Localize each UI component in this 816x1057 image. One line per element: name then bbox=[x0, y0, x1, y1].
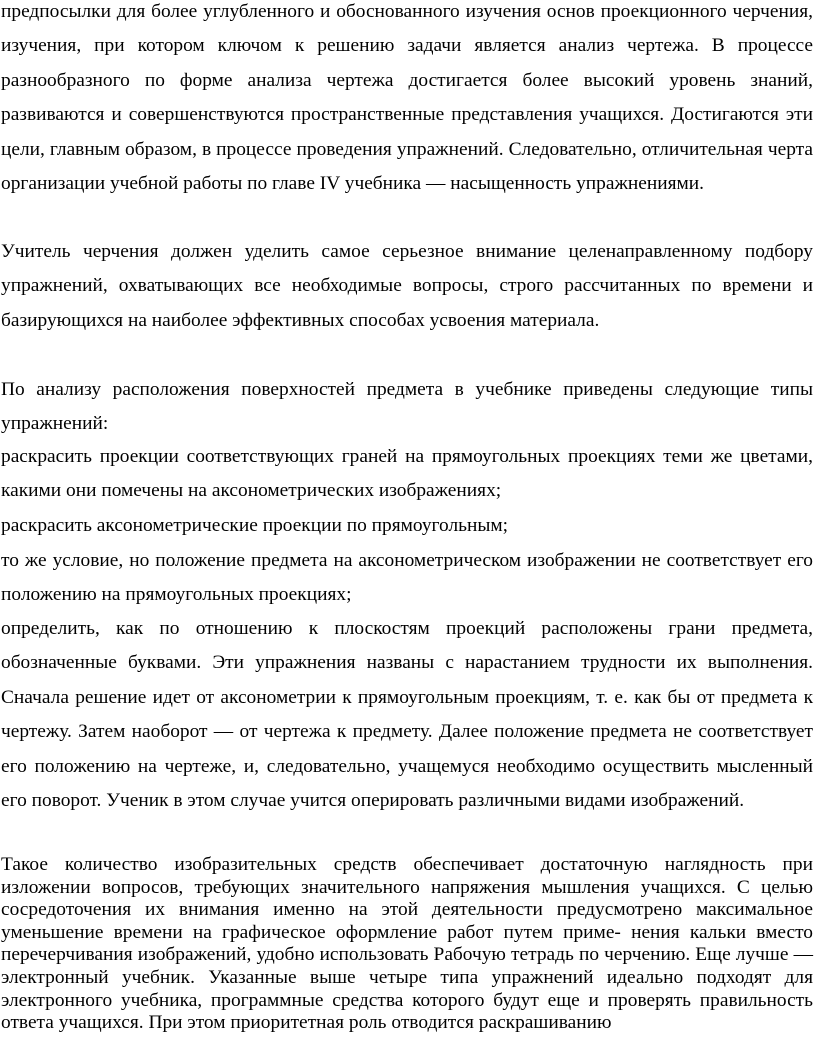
paragraph-exercise-3: то же условие, но положение предмета на аксонометрическом изображении не соответствует его положению на прямоугольных проекциях; bbox=[1, 550, 813, 606]
paragraph-exercise-4: определить, как по отношению к плоскостям проекций расположены грани предмета, обозначенные буквами. Эти упражнения названы с нарастанием трудности их выполнения. Сначала решение идет от аксонометрии к прямоугольным проекциям, т. е. как бы от предмета к чертежу. Затем наоборот — от чертежа к предмету. Далее положение предмета не соответствует его положению на чертеже, и, следовательно, учащемуся необходимо осуществить мысленный его поворот. Ученик в этом случае учится оперировать различными видами изображений. bbox=[1, 618, 813, 812]
paragraph-teacher: Учитель черчения должен уделить самое серьезное внимание целенаправленному подбору упражнений, охватывающих все необходимые вопросы, строго рассчитанных по времени и базирующихся на наиболее эффективных способах усвоения материала. bbox=[1, 241, 813, 331]
paragraph-exercise-2: раскрасить аксонометрические проекции по прямоугольным; bbox=[1, 515, 509, 536]
paragraph-intro: предпосылки для более углубленного и обоснованного изучения основ проекционного черчения, изучения, при котором ключом к решению задачи является анализ чертежа. В процессе разнообразного по форме анализа чертежа достигается более высокий уровень знаний, развиваются и совершенствуются пространственные представления учащихся. Достигаются эти цели, главным образом, в процессе проведения упражнений. Следовательно, отличительная черта организации учебной работы по главе IV учебника — насыщенность упражнениями. bbox=[1, 1, 813, 195]
paragraph-exercise-types: По анализу расположения поверхностей предмета в учебнике приведены следующие типы упражнений: bbox=[1, 379, 813, 435]
paragraph-visual-means: Такое количество изобразительных средств обеспечивает достаточную наглядность при изложении вопросов, требующих значительного напряжения мышления учащихся. С целью сосредоточения их внимания именно на этой деятельности предусмотрено максимальное уменьшение времени на графическое оформление работ путем приме- нения кальки вместо перечерчивания изображений, удобно использовать Рабочую тетрадь по черчению. Еще лучше — электронный учебник. Указанные выше четыре типа упражнений идеально подходят для электронного учебника, программные средства которого будут еще и проверять правильность ответа учащихся. При этом приоритетная роль отводится раскрашиванию bbox=[1, 854, 813, 1034]
paragraph-exercise-1: раскрасить проекции соответствующих граней на прямоугольных проекциях теми же цветами, какими они помечены на аксонометрических изображениях; bbox=[1, 446, 813, 502]
